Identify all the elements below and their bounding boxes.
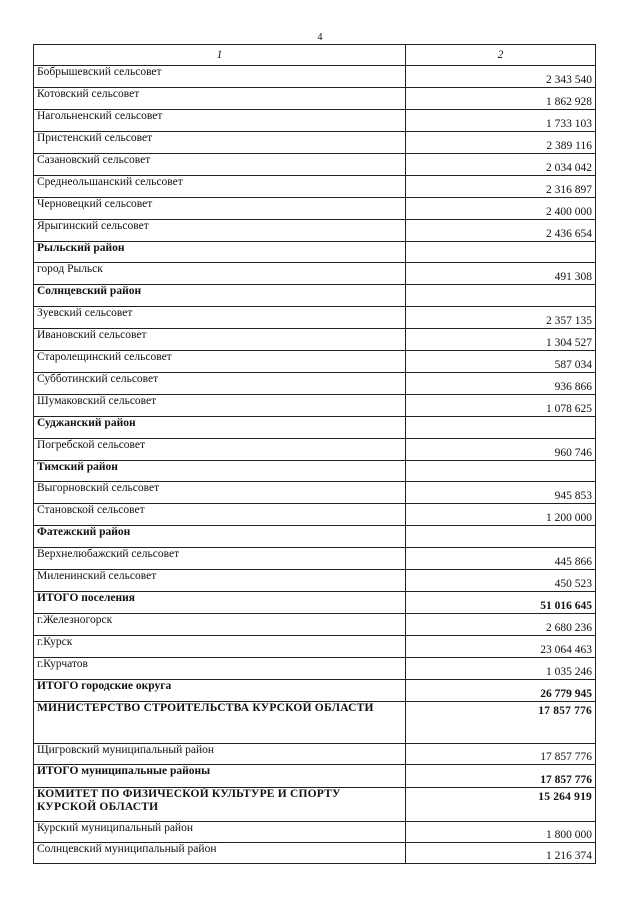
table-row <box>34 788 596 822</box>
table-row <box>34 702 596 744</box>
table-row <box>34 765 596 788</box>
row-name-cell: Суджанский район <box>34 417 406 439</box>
row-name-cell: Шумаковский сельсовет <box>34 395 406 417</box>
table-row <box>34 132 596 154</box>
row-name-cell: Зуевский сельсовет <box>34 307 406 329</box>
row-name-cell: Погребской сельсовет <box>34 439 406 461</box>
table-row <box>34 439 596 461</box>
row-value-cell: 1 216 374 <box>406 843 596 864</box>
row-name-cell: Бобрышевский сельсовет <box>34 66 406 88</box>
row-name-cell: Щигровский муниципальный район <box>34 744 406 765</box>
table-row <box>34 658 596 680</box>
row-value-cell <box>406 417 596 439</box>
row-value-cell: 17 857 776 <box>406 744 596 765</box>
row-value-cell: 445 866 <box>406 548 596 570</box>
table-row <box>34 220 596 242</box>
row-value-cell: 2 680 236 <box>406 614 596 636</box>
row-name-cell: Ивановский сельсовет <box>34 329 406 351</box>
row-name-cell: МИНИСТЕРСТВО СТРОИТЕЛЬСТВА КУРСКОЙ ОБЛАСТИ <box>34 702 406 744</box>
row-name-cell: Солнцевский район <box>34 285 406 307</box>
row-value-cell: 2 316 897 <box>406 176 596 198</box>
table-row <box>34 680 596 702</box>
row-name-cell: г.Курчатов <box>34 658 406 680</box>
table-row <box>34 263 596 285</box>
row-value-cell: 1 800 000 <box>406 822 596 843</box>
row-value-cell: 960 746 <box>406 439 596 461</box>
row-name-cell: Становской сельсовет <box>34 504 406 526</box>
table-row <box>34 417 596 439</box>
row-name-cell: Субботинский сельсовет <box>34 373 406 395</box>
row-value-cell: 2 400 000 <box>406 198 596 220</box>
table-row <box>34 461 596 482</box>
row-name-cell: город Рыльск <box>34 263 406 285</box>
row-name-cell: ИТОГО городские округа <box>34 680 406 702</box>
row-value-cell: 15 264 919 <box>406 788 596 822</box>
row-value-cell: 2 343 540 <box>406 66 596 88</box>
row-value-cell: 2 034 042 <box>406 154 596 176</box>
row-name-cell: Выгорновский сельсовет <box>34 482 406 504</box>
row-name-cell: Старолещинский сельсовет <box>34 351 406 373</box>
table-row <box>34 822 596 843</box>
row-value-cell: 51 016 645 <box>406 592 596 614</box>
row-value-cell: 936 866 <box>406 373 596 395</box>
column-header-2: 2 <box>406 45 596 66</box>
row-name-cell: Верхнелюбажский сельсовет <box>34 548 406 570</box>
row-value-cell: 1 862 928 <box>406 88 596 110</box>
table-row <box>34 176 596 198</box>
table-row <box>34 592 596 614</box>
row-name-cell: Сазановский сельсовет <box>34 154 406 176</box>
table-row <box>34 198 596 220</box>
row-name-cell: ИТОГО муниципальные районы <box>34 765 406 788</box>
table-row <box>34 329 596 351</box>
row-name-cell: Тимский район <box>34 461 406 482</box>
table-row <box>34 373 596 395</box>
table-row <box>34 307 596 329</box>
row-name-cell: Солнцевский муниципальный район <box>34 843 406 864</box>
table-row <box>34 744 596 765</box>
table-row <box>34 548 596 570</box>
table-row <box>34 570 596 592</box>
row-value-cell: 1 200 000 <box>406 504 596 526</box>
table-header-row <box>34 45 596 66</box>
row-name-cell: г.Железногорск <box>34 614 406 636</box>
table-row <box>34 843 596 864</box>
row-name-cell: Курский муниципальный район <box>34 822 406 843</box>
page-number: 4 <box>317 32 323 43</box>
row-name-cell: Черновецкий сельсовет <box>34 198 406 220</box>
row-value-cell: 1 733 103 <box>406 110 596 132</box>
row-name-cell: ИТОГО поселения <box>34 592 406 614</box>
row-value-cell: 1 078 625 <box>406 395 596 417</box>
row-name-cell: Рыльский район <box>34 242 406 263</box>
row-value-cell: 1 035 246 <box>406 658 596 680</box>
table-row <box>34 110 596 132</box>
table-row <box>34 66 596 88</box>
table-body <box>34 66 596 864</box>
row-name-cell: Нагольненский сельсовет <box>34 110 406 132</box>
table-row <box>34 504 596 526</box>
table-row <box>34 242 596 263</box>
row-name-cell: Среднеольшанский сельсовет <box>34 176 406 198</box>
row-value-cell <box>406 242 596 263</box>
row-value-cell: 1 304 527 <box>406 329 596 351</box>
table-row <box>34 526 596 548</box>
table-row <box>34 285 596 307</box>
row-value-cell <box>406 285 596 307</box>
table-row <box>34 636 596 658</box>
row-value-cell: 17 857 776 <box>406 765 596 788</box>
row-name-cell: г.Курск <box>34 636 406 658</box>
row-name-cell: Котовский сельсовет <box>34 88 406 110</box>
row-value-cell: 17 857 776 <box>406 702 596 744</box>
row-value-cell: 2 357 135 <box>406 307 596 329</box>
table-row <box>34 482 596 504</box>
row-name-cell: Пристенский сельсовет <box>34 132 406 154</box>
row-name-cell: Миленинский сельсовет <box>34 570 406 592</box>
row-name-cell: Фатежский район <box>34 526 406 548</box>
table-row <box>34 88 596 110</box>
row-value-cell: 2 436 654 <box>406 220 596 242</box>
row-value-cell: 587 034 <box>406 351 596 373</box>
row-value-cell: 26 779 945 <box>406 680 596 702</box>
row-value-cell: 2 389 116 <box>406 132 596 154</box>
table-row <box>34 395 596 417</box>
row-value-cell: 945 853 <box>406 482 596 504</box>
budget-table <box>33 44 596 864</box>
column-header-1: 1 <box>34 45 406 66</box>
row-value-cell: 23 064 463 <box>406 636 596 658</box>
row-value-cell: 491 308 <box>406 263 596 285</box>
row-value-cell <box>406 526 596 548</box>
table-row <box>34 351 596 373</box>
table-row <box>34 614 596 636</box>
table-row <box>34 154 596 176</box>
row-value-cell: 450 523 <box>406 570 596 592</box>
row-value-cell <box>406 461 596 482</box>
row-name-cell: Ярыгинский сельсовет <box>34 220 406 242</box>
row-name-cell: КОМИТЕТ ПО ФИЗИЧЕСКОЙ КУЛЬТУРЕ И СПОРТУ КУРСКОЙ ОБЛАСТИ <box>34 788 406 822</box>
